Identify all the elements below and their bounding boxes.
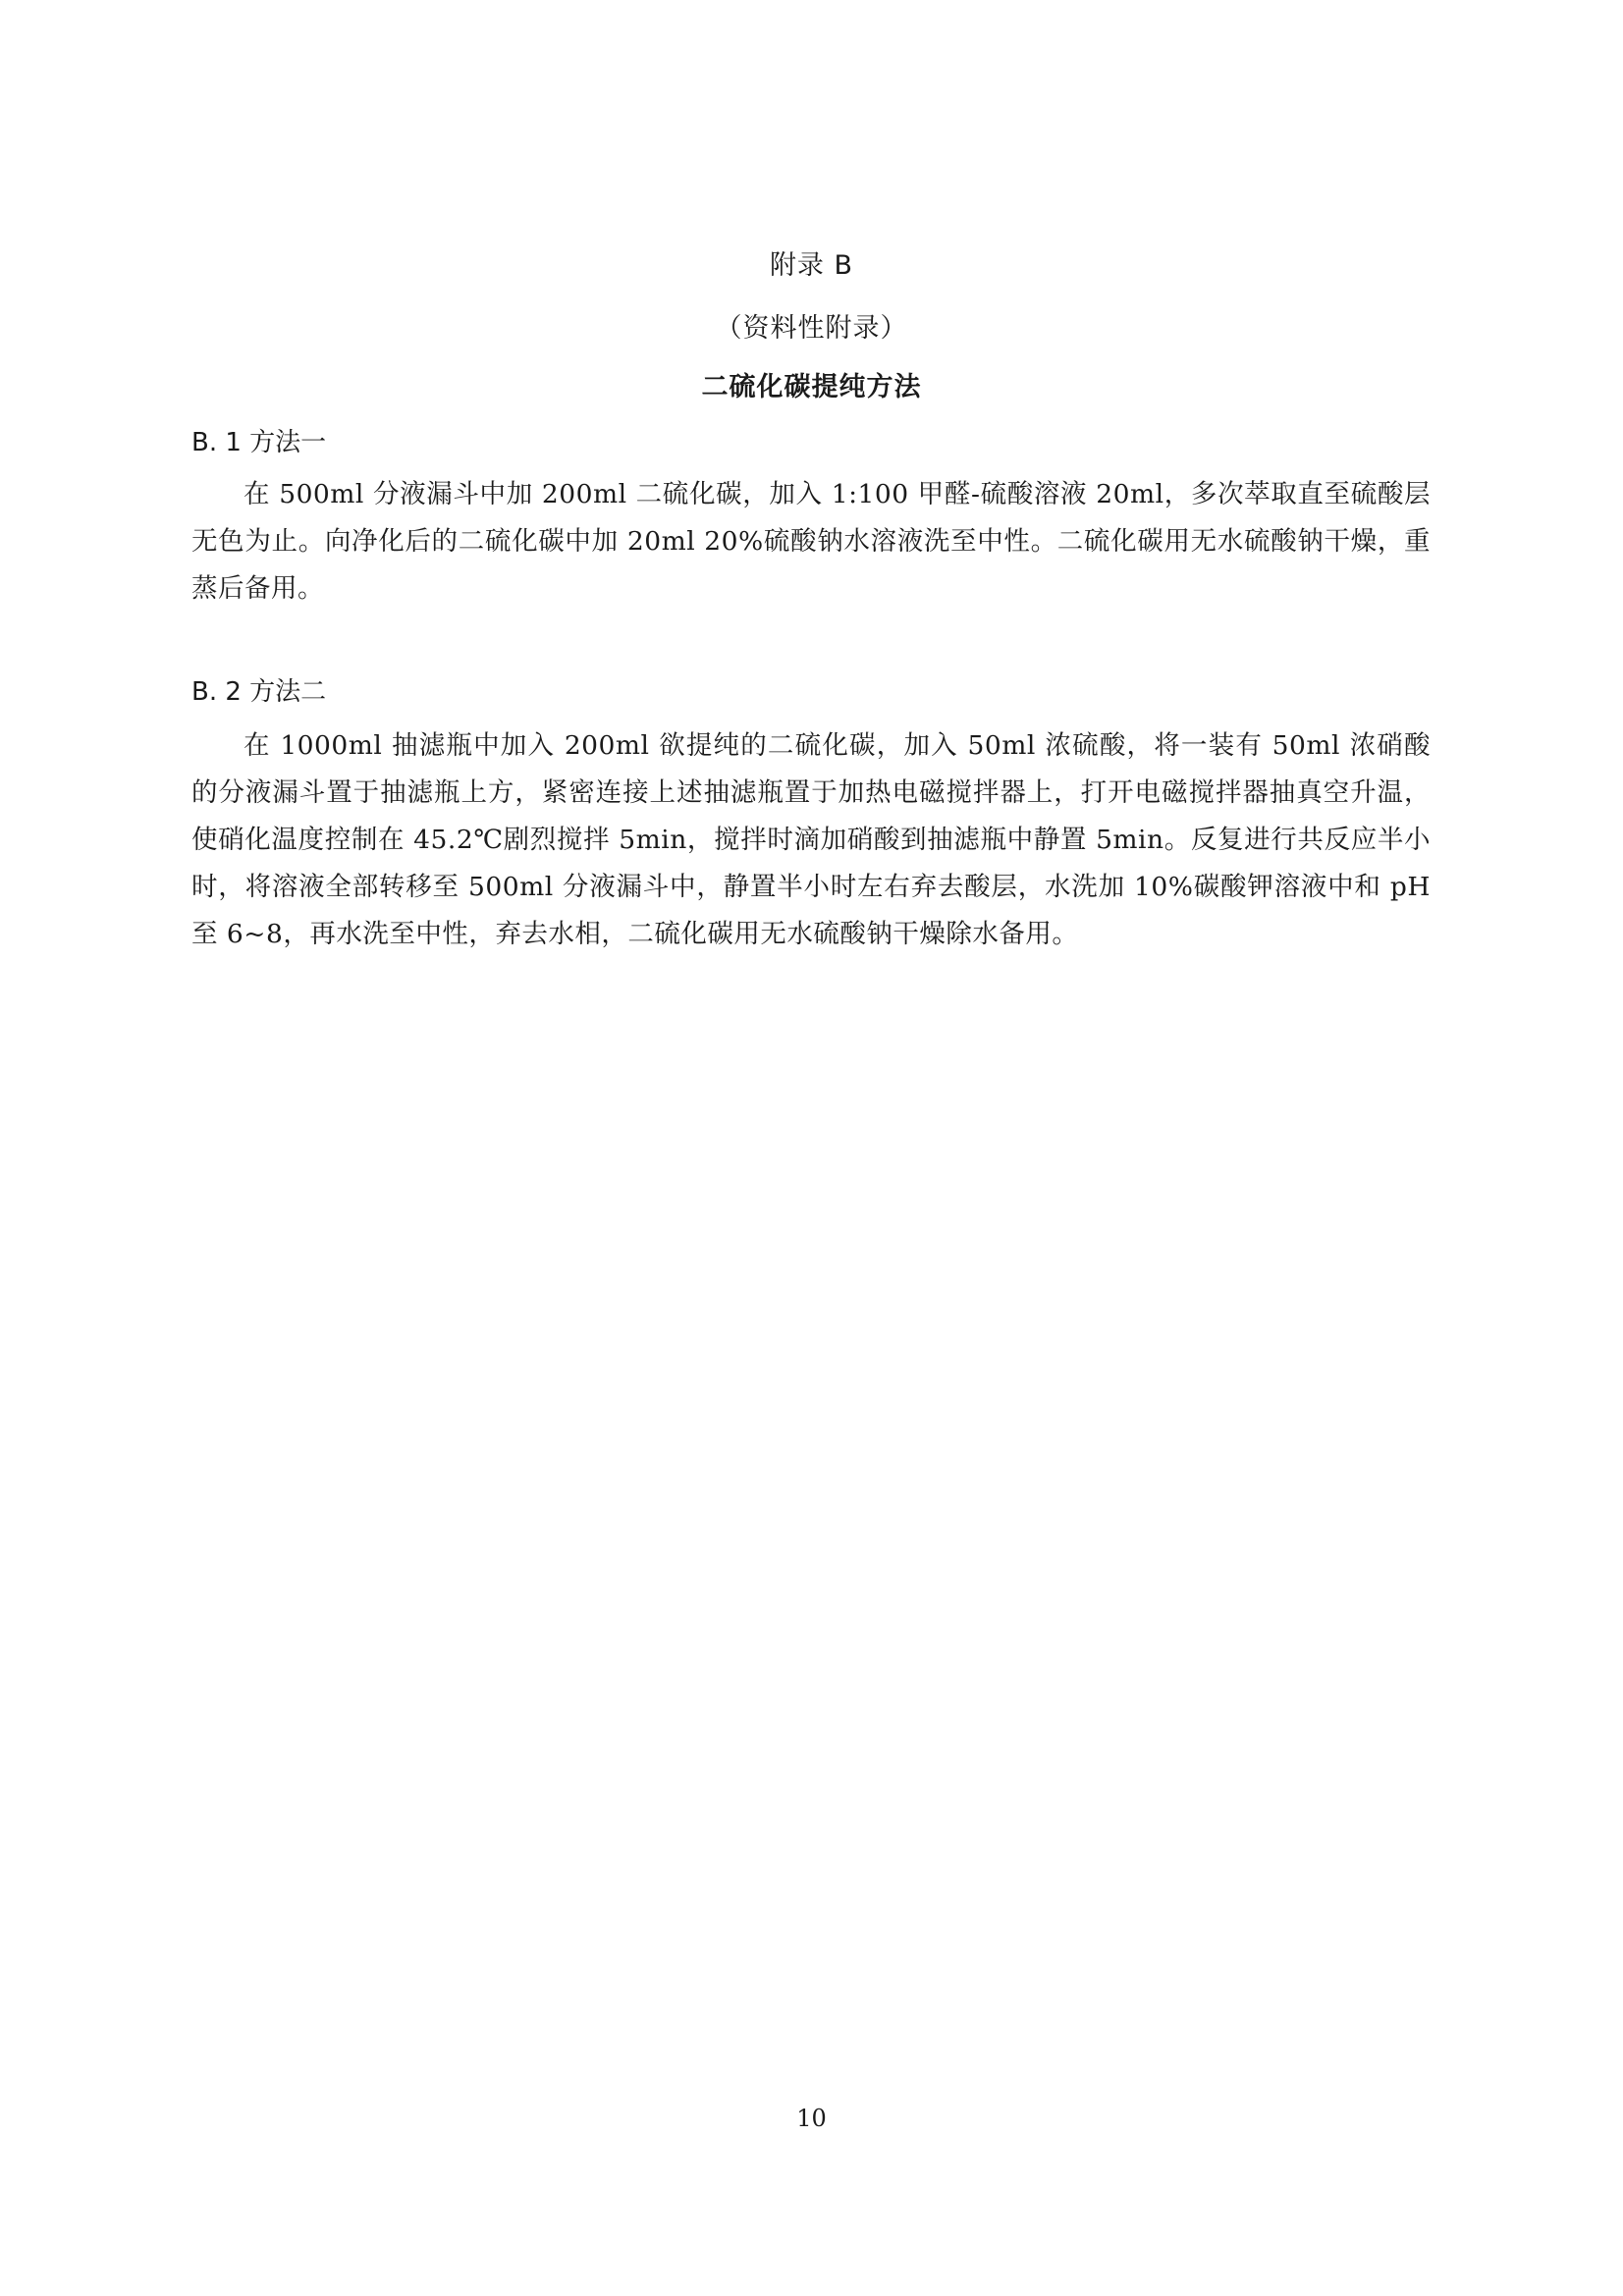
annex-type-label: （资料性附录）: [715, 313, 908, 344]
annex-name: 二硫化碳提纯方法: [701, 372, 922, 402]
section-body-method-1: 在 500ml 分液漏斗中加 200ml 二硫化碳，加入 1:100 甲醛-硫酸溶液 20ml，多次萃取直至硫酸层无色为止。向净化后的二硫化碳中加 20ml 20%硫酸钠水溶液洗至中性。二硫化碳用无水硫酸钠干燥，重蒸后备用。: [191, 479, 1431, 604]
page-number: 10: [796, 2105, 827, 2132]
section-body-method-2: 在 1000ml 抽滤瓶中加入 200ml 欲提纯的二硫化碳，加入 50ml 浓硫酸，将一装有 50ml 浓硝酸的分液漏斗置于抽滤瓶上方，紧密连接上述抽滤瓶置于加热电磁搅拌器上，打开电磁搅拌器抽真空升温，使硝化温度控制在 45.2℃剧烈搅拌 5min，搅拌时滴加硝酸到抽滤瓶中静置 5min。反复进行共反应半小时，将溶液全部转移至 500ml 分液漏斗中，静置半小时左右弃去酸层，水洗加 10%碳酸钾溶液中和 pH 至 6~8，再水洗至中性，弃去水相，二硫化碳用无水硫酸钠干燥除水备用。: [191, 730, 1431, 949]
section-title-method-1: B. 1 方法一: [191, 428, 327, 457]
section-title-method-2: B. 2 方法二: [191, 677, 327, 707]
annex-title: 附录 B: [769, 250, 854, 281]
